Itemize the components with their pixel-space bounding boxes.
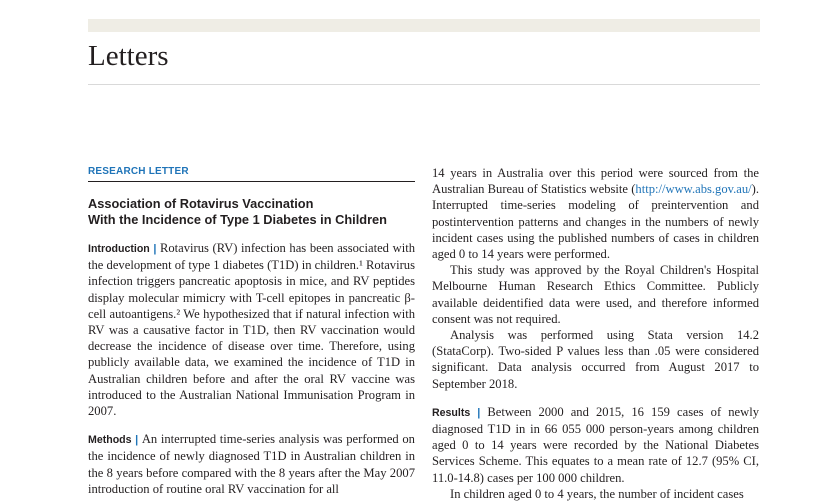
methods-heading: Methods xyxy=(88,434,132,447)
article-kicker: RESEARCH LETTER xyxy=(88,166,189,177)
methods-continued-text: 14 years in Australia over this period were sourced from the Australian Bureau of Statistics website ( xyxy=(432,166,759,197)
results-paragraph xyxy=(432,404,759,486)
results-heading: Results xyxy=(432,406,471,419)
article-title xyxy=(88,196,415,228)
heading-separator: | xyxy=(149,243,160,255)
left-column xyxy=(88,165,415,497)
title-divider xyxy=(88,84,760,85)
abs-website-link[interactable]: http://www.abs.gov.au/ xyxy=(635,182,752,197)
results-next-paragraph: In children aged 0 to 4 years, the number of incident cases xyxy=(450,486,744,501)
introduction-paragraph xyxy=(88,240,415,419)
analysis-paragraph: Analysis was performed using Stata version 14.2 (StataCorp). Two-sided P values less than .05 were considered significant. Data analysis occurred from August 2017 to September 2018. xyxy=(432,328,759,391)
right-column xyxy=(432,165,759,502)
article-title-line-1: Association of Rotavirus Vaccination xyxy=(88,196,314,211)
heading-separator: | xyxy=(470,406,488,419)
methods-continued-paragraph xyxy=(432,165,759,262)
article-title-line-2: With the Incidence of Type 1 Diabetes in Children xyxy=(88,212,387,227)
methods-text: An interrupted time-series analysis was performed on the incidence of newly diagnosed T1D in Australian children in the 8 years before compared with the 8 years after the May 2007 introduction of routine oral RV vaccination for all xyxy=(88,432,415,496)
methods-continued-text-end: ). Interrupted time-series modeling of preintervention and postintervention patterns and changes in the numbers of newly incident cases using the published numbers of cases in children aged 0 to 14 years were performed. xyxy=(432,182,759,262)
heading-separator: | xyxy=(131,434,142,447)
ethics-paragraph: This study was approved by the Royal Children's Hospital Melbourne Human Research Ethics Committee. Publicly available deidentified data were used, and therefore informed consent was not required. xyxy=(432,263,759,326)
introduction-text: Rotavirus (RV) infection has been associated with the development of type 1 diabetes (T1D) in children.¹ Rotavirus infection triggers pancreatic apoptosis in mice, and RV peptides display molecular mimicry with T-cell epitopes in pancreatic β-cell autoantigens.² We hypothesized that if natural infection with RV was a causative factor in T1D, then RV vaccination would decrease the incidence of disease over time. Therefore, using publicly available data, we examined the incidence of T1D in Australian children before and after the oral RV vaccine was introduced to the Australian National Immunisation Program in 2007. xyxy=(88,241,415,419)
methods-paragraph xyxy=(88,431,415,497)
introduction-heading: Introduction xyxy=(88,243,150,255)
kicker-divider xyxy=(88,181,415,182)
section-title: Letters xyxy=(88,40,169,72)
header-bar xyxy=(88,19,760,32)
results-text: Between 2000 and 2015, 16 159 cases of newly diagnosed T1D in in 66 055 000 person-years among children aged 0 to 14 years were recorded by the National Diabetes Services Scheme. This equates to a mean rate of 12.7 (95% CI, 11.0-14.8) cases per 100 000 children. xyxy=(432,404,759,485)
